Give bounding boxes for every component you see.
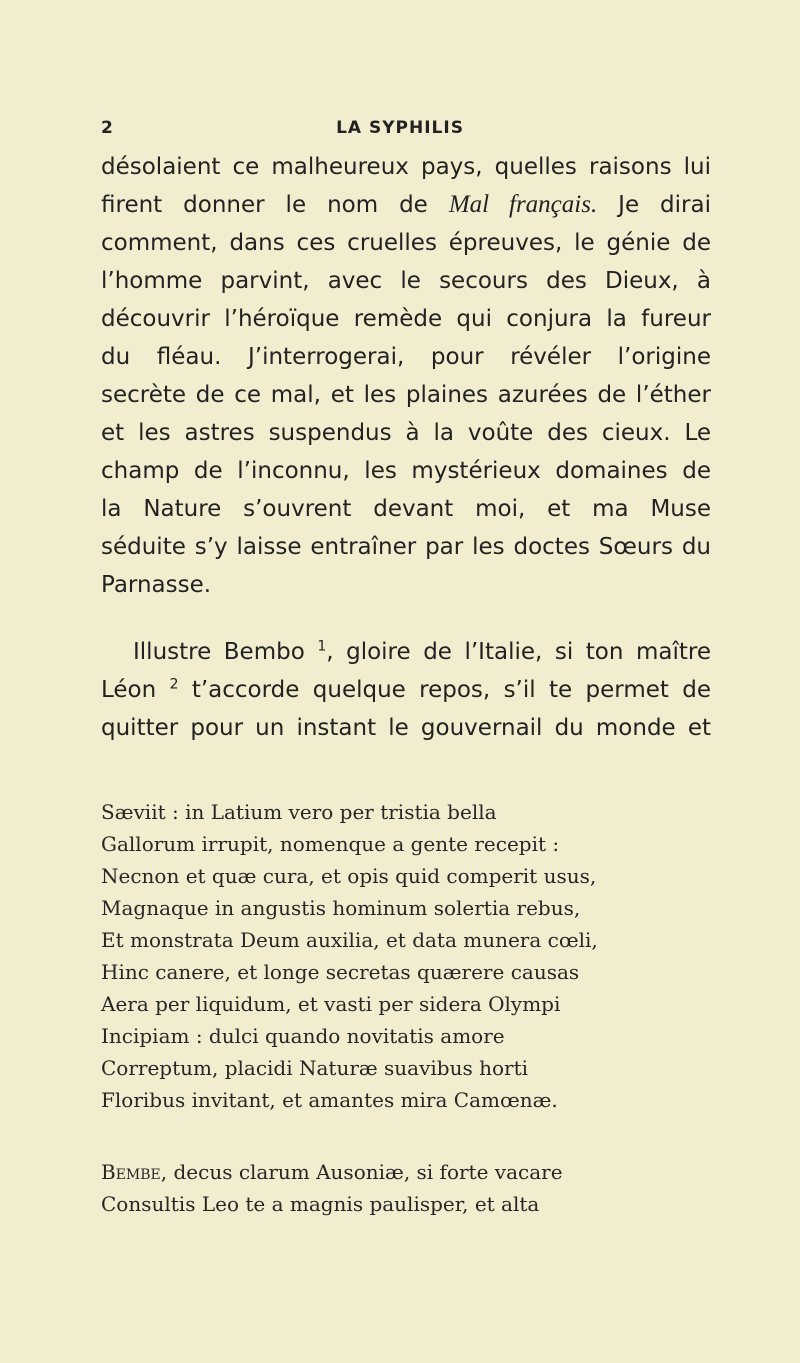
- verse-line: Sæviit : in Latium vero per tristia bella: [101, 800, 497, 824]
- verse-line: Necnon et quæ cura, et opis quid comperit usus,: [101, 864, 597, 888]
- text-line: séduite s’y laisse entraîner par les doctes Sœurs du: [101, 534, 711, 560]
- text-line: comment, dans ces cruelles épreuves, le génie de: [101, 230, 711, 256]
- paragraph-1: [101, 148, 711, 604]
- text-line: l’homme parvint, avec le secours des Dieux, à: [101, 268, 711, 294]
- text-line: [101, 186, 711, 224]
- text-segment: Je dirai: [597, 192, 711, 218]
- text-segment: Illustre Bembo: [133, 639, 318, 665]
- verse-line: Consultis Leo te a magnis paulisper, et alta: [101, 1192, 540, 1216]
- page-number: 2: [101, 118, 114, 138]
- page-header: [0, 118, 800, 142]
- verse-line: Hinc canere, et longe secretas quærere causas: [101, 960, 580, 984]
- latin-verse-1: [101, 796, 721, 1116]
- text-line: [101, 671, 711, 709]
- verse-line: Magnaque in angustis hominum solertia rebus,: [101, 896, 581, 920]
- verse-line: Gallorum irrupit, nomenque a gente recepit :: [101, 832, 560, 856]
- text-line: quitter pour un instant le gouvernail du monde et: [101, 715, 711, 741]
- paragraph-2: [101, 633, 711, 747]
- text-segment: , gloire de l’Italie, si ton maître: [326, 639, 711, 665]
- text-line: découvrir l’héroïque remède qui conjura la fureur: [101, 306, 711, 332]
- text-line: [101, 633, 711, 671]
- smallcaps-word: Bembe: [101, 1160, 161, 1184]
- verse-line: Et monstrata Deum auxilia, et data munera cœli,: [101, 928, 598, 952]
- text-line: champ de l’inconnu, les mystérieux domaines de: [101, 458, 711, 484]
- text-line: du fléau. J’interrogerai, pour révéler l’origine: [101, 344, 711, 370]
- verse-line: Incipiam : dulci quando novitatis amore: [101, 1024, 505, 1048]
- latin-verse-2: [101, 1156, 721, 1220]
- verse-line: Floribus invitant, et amantes mira Camœnæ.: [101, 1088, 558, 1112]
- text-segment: t’accorde quelque repos, s’il te permet de: [178, 677, 711, 703]
- text-segment: Léon: [101, 677, 170, 703]
- verse-line: [101, 1156, 721, 1188]
- text-segment: , decus clarum Ausoniæ, si forte vacare: [160, 1160, 563, 1184]
- text-line: secrète de ce mal, et les plaines azurées de l’éther: [101, 382, 711, 408]
- verse-line: Aera per liquidum, et vasti per sidera Olympi: [101, 992, 561, 1016]
- text-line: Parnasse.: [101, 572, 212, 598]
- running-title: LA SYPHILIS: [336, 118, 464, 138]
- footnote-ref[interactable]: 1: [317, 638, 327, 655]
- footnote-ref[interactable]: 2: [169, 676, 179, 693]
- italic-phrase: Mal français.: [448, 191, 598, 218]
- text-segment: firent donner le nom de: [101, 192, 449, 218]
- verse-line: Correptum, placidi Naturæ suavibus horti: [101, 1056, 529, 1080]
- text-line: désolaient ce malheureux pays, quelles raisons lui: [101, 154, 711, 180]
- text-line: et les astres suspendus à la voûte des cieux. Le: [101, 420, 711, 446]
- text-line: la Nature s’ouvrent devant moi, et ma Muse: [101, 496, 711, 522]
